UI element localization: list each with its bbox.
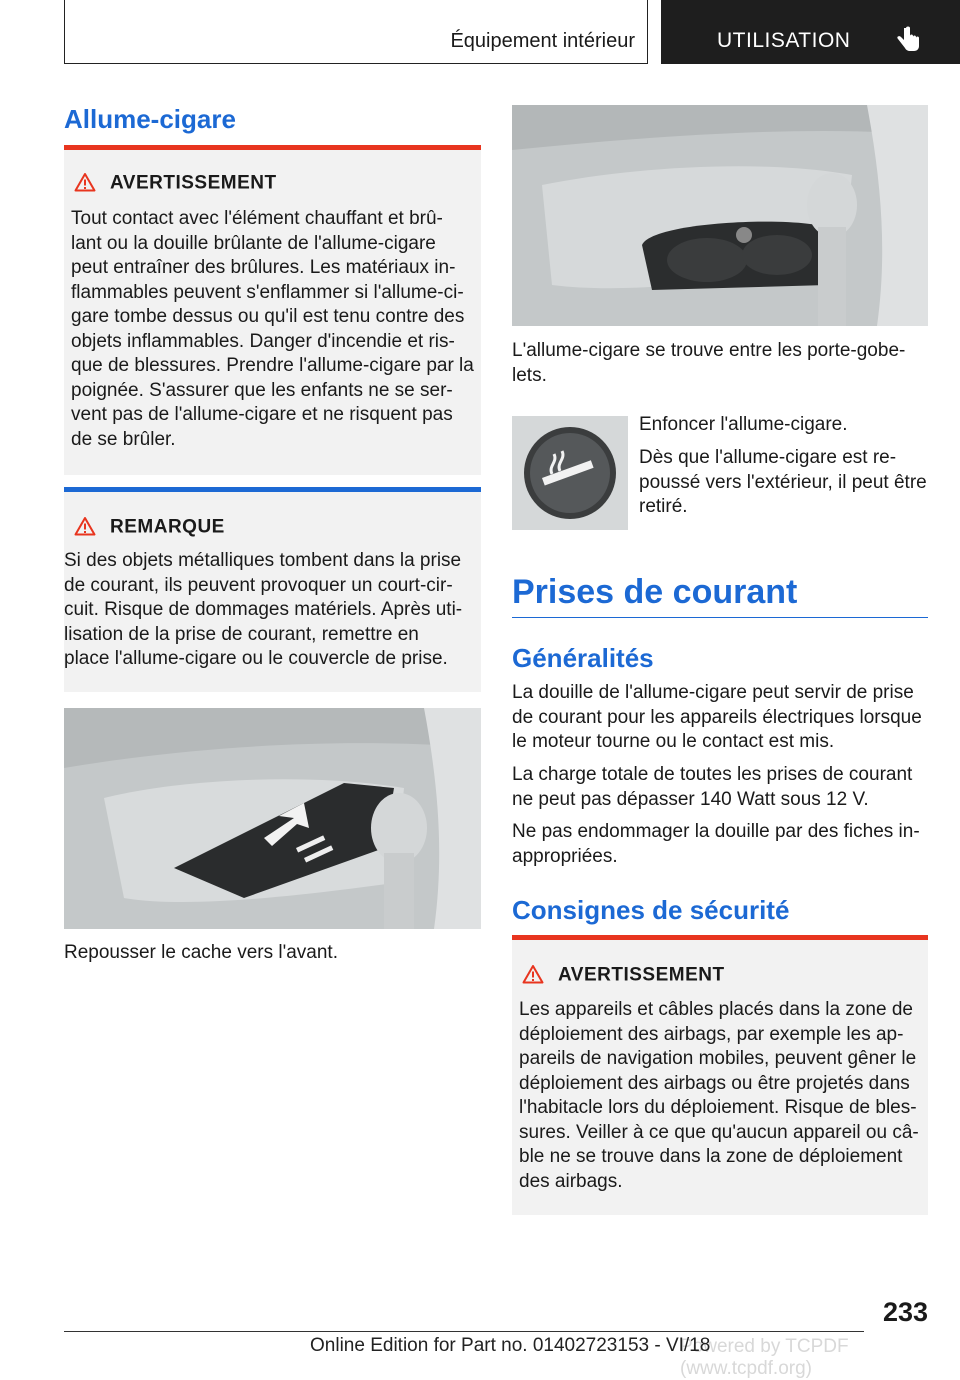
- text-line: le moteur tourne ou le contact est mis.: [512, 731, 835, 752]
- section-label: UTILISATION: [717, 29, 851, 52]
- section-divider: [512, 617, 928, 618]
- warning-text: [71, 207, 476, 452]
- text-line: de courant pour les appareils électriques lorsque: [512, 706, 922, 728]
- text-line: retiré.: [639, 496, 688, 517]
- text-line: lets.: [512, 364, 547, 386]
- text-line: La charge totale de toutes les prises de courant: [512, 764, 913, 785]
- caption-left: Repousser le cache vers l'avant.: [64, 942, 338, 963]
- text-line: objets inflammables. Danger d'incendie et ris-: [71, 330, 455, 352]
- text-line: lant ou la douille brûlante de l'allume-cigare: [71, 232, 436, 254]
- warning-text: [519, 998, 924, 1194]
- text-line: Tout contact avec l'élément chauffant et brû-: [71, 208, 443, 229]
- text-line: poussé vers l'extérieur, il peut être: [639, 471, 927, 493]
- warning-title: AVERTISSEMENT: [110, 172, 277, 194]
- notice-text: [64, 549, 479, 672]
- text-line: l'habitacle lors du déploiement. Risque de bles-: [519, 1097, 917, 1118]
- heading-consignes: Consignes de sécurité: [512, 895, 790, 925]
- para-generalites-2: [512, 763, 928, 812]
- text-line: vent pas de l'allume-cigare et ne risquent pas: [71, 404, 453, 425]
- step2-text: [639, 446, 929, 520]
- text-line: place l'allume-cigare ou le couvercle de prise.: [64, 648, 448, 669]
- text-line: L'allume-cigare se trouve entre les porte-gobe-: [512, 340, 906, 361]
- text-line: cuit. Risque de dommages matériels. Après uti-: [64, 599, 463, 620]
- text-line: poignée. S'assurer que les enfants ne se ser-: [71, 379, 453, 401]
- text-line: gare tombe dessus ou qu'il est tenu contre des: [71, 306, 465, 327]
- text-line: que de blessures. Prendre l'allume-cigare par la: [71, 355, 474, 376]
- text-line: ble ne se trouve dans la zone de déploiement: [519, 1146, 903, 1167]
- header-section-box: [661, 0, 960, 64]
- text-line: flammables peuvent s'enflammer si l'allume-ci-: [71, 281, 464, 303]
- footer-rule: [64, 1331, 864, 1332]
- heading-prises-de-courant: Prises de courant: [512, 573, 798, 611]
- text-line: déploiement des airbags ou être projetés dans: [519, 1072, 910, 1094]
- warning-icon: [74, 172, 96, 197]
- heading-generalites: Généralités: [512, 643, 654, 673]
- text-line: sures. Veiller à ce que qu'aucun appareil ou câ-: [519, 1121, 919, 1143]
- para-generalites-3: [512, 820, 928, 869]
- text-line: La douille de l'allume-cigare peut servir de prise: [512, 682, 914, 703]
- warning-title: AVERTISSEMENT: [558, 964, 725, 986]
- text-line: Si des objets métalliques tombent dans la prise: [64, 550, 462, 571]
- text-line: pareils de navigation mobiles, peuvent gêner le: [519, 1048, 917, 1069]
- text-line: lisation de la prise de courant, remettre en: [64, 623, 419, 645]
- text-line: ne peut pas dépasser 140 Watt sous 12 V.: [512, 788, 869, 810]
- notice-box: [64, 487, 481, 692]
- header-chapter-box: [64, 0, 648, 64]
- text-line: Dès que l'allume-cigare est re-: [639, 447, 897, 468]
- edition-text: Online Edition for Part no. 01402723153 - VI/18: [310, 1335, 711, 1356]
- text-line: des airbags.: [519, 1170, 623, 1192]
- watermark-text: Powered by TCPDF (www.tcpdf.org): [680, 1336, 849, 1379]
- text-line: Les appareils et câbles placés dans la zone de: [519, 999, 913, 1020]
- text-line: appropriées.: [512, 845, 618, 867]
- cigarette-lighter-location-photo: [512, 105, 928, 326]
- lighter-button-photo: [512, 416, 628, 530]
- text-line: de se brûler.: [71, 428, 176, 450]
- notice-icon: [74, 516, 96, 541]
- page-number: 233: [882, 1297, 928, 1327]
- step1-text: Enfoncer l'allume-cigare.: [639, 414, 848, 435]
- hand-pointer-icon: [895, 26, 921, 54]
- text-line: Ne pas endommager la douille par des fiches in-: [512, 821, 920, 842]
- chapter-title: Équipement intérieur: [450, 30, 635, 52]
- text-line: peut entraîner des brûlures. Les matériaux in-: [71, 257, 456, 278]
- text-line: de courant, ils peuvent provoquer un court-cir-: [64, 574, 453, 596]
- warning-box: [64, 145, 481, 475]
- warning-icon: [522, 964, 544, 989]
- text-line: déploiement des airbags, par exemple les ap-: [519, 1023, 904, 1045]
- console-cover-photo: [64, 708, 481, 929]
- notice-title: REMARQUE: [110, 516, 225, 538]
- para-generalites-1: [512, 681, 928, 755]
- warning-box-2: [512, 935, 928, 1215]
- caption-right: [512, 339, 928, 388]
- heading-allume-cigare: Allume-cigare: [64, 104, 236, 134]
